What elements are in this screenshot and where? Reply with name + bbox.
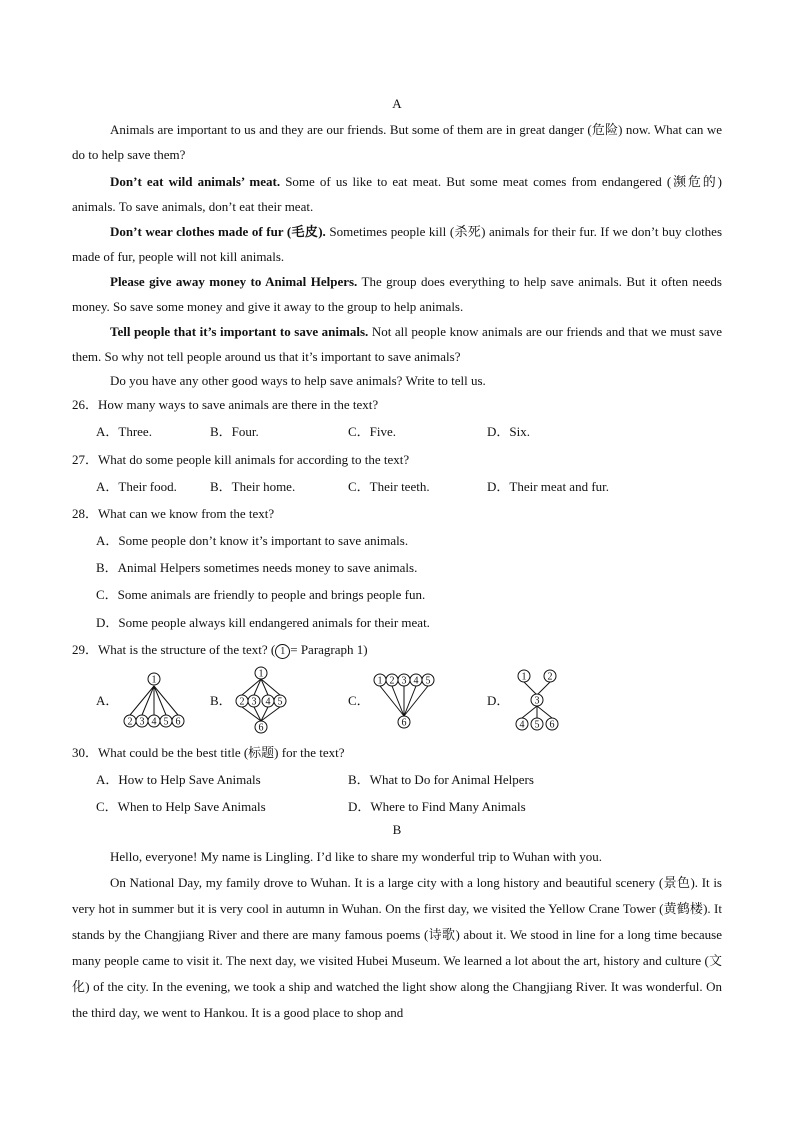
svg-text:5: 5: [163, 716, 169, 728]
q27-option-a[interactable]: A．Their food.: [96, 479, 177, 494]
q29-option-c-label[interactable]: C．: [348, 693, 370, 708]
section-b-paragraph-2: On National Day, my family drove to Wuhan. It is a large city with a long history and beautiful scenery (景色). It is very hot in summer but it is very cool in autumn in Wuhan. On the first day, we visited the Yellow Crane Tower (黄鹤楼). It stands by the Changjiang River and there are many famous poems (诗歌) about it. We stood in line for a long time because many people came to visit it. The next day, we visited Hubei Museum. We learned a lot about the art, history and culture (文化) of the city. In the evening, we took a ship and watched the light show along the Changjiang River. It was wonderful. On the third day, we went to Hankou. It is a good place to shop and: [72, 875, 722, 1020]
q27-option-b[interactable]: B．Their home.: [210, 479, 296, 494]
q26-option-d[interactable]: D．Six.: [487, 424, 530, 439]
tip-paragraph-1: [72, 169, 722, 219]
q29-option-a-label[interactable]: A．: [96, 693, 119, 708]
tip-paragraph-4: [72, 319, 722, 369]
svg-text:6: 6: [549, 719, 555, 731]
tip-text: Sometimes people kill (杀死) animals for their fur. If we don’t buy clothes made of fur, people will not kill animals.: [72, 224, 723, 264]
svg-text:2: 2: [239, 696, 245, 708]
svg-text:4: 4: [413, 675, 419, 687]
question-26-stem: 26．How many ways to save animals are there in the text?: [72, 397, 379, 412]
q28-option-c[interactable]: C．Some animals are friendly to people and brings people fun.: [96, 587, 426, 602]
svg-text:4: 4: [151, 716, 157, 728]
tip-paragraph-3: [72, 269, 722, 319]
q29-option-b-label[interactable]: B．: [210, 693, 232, 708]
svg-text:2: 2: [389, 675, 395, 687]
tip-text: Some of us like to eat meat. But some meat comes from endangered (濒危的) animals. To save animals, don’t eat their meat.: [72, 174, 722, 214]
svg-text:5: 5: [534, 719, 540, 731]
svg-text:1: 1: [521, 671, 527, 683]
svg-text:1: 1: [258, 668, 264, 680]
svg-text:4: 4: [519, 719, 525, 731]
section-a-heading: A: [392, 96, 402, 111]
svg-text:6: 6: [175, 716, 181, 728]
svg-text:4: 4: [265, 696, 271, 708]
paragraph-circle-icon: 1: [275, 644, 290, 659]
q28-option-b[interactable]: B．Animal Helpers sometimes needs money to save animals.: [96, 560, 418, 575]
q30-option-c[interactable]: C．When to Help Save Animals: [96, 799, 266, 814]
question-27-stem: 27．What do some people kill animals for according to the text?: [72, 452, 410, 467]
structure-diagram-d: [510, 668, 566, 732]
tip-title: Tell people that it’s important to save animals.: [110, 324, 369, 339]
svg-text:6: 6: [258, 722, 264, 734]
intro-paragraph: Animals are important to us and they are our friends. But some of them are in great danger (危险) now. What can we do to help save them?: [72, 122, 722, 162]
tip-title: Don’t eat wild animals’ meat.: [110, 174, 281, 189]
tip-text: Not all people know animals are our friends and that we must save them. So why not tell people around us that it’s important to save animals?: [72, 324, 722, 364]
svg-text:3: 3: [534, 695, 540, 707]
question-28-stem: 28．What can we know from the text?: [72, 506, 275, 521]
q28-option-a[interactable]: A．Some people don’t know it’s important to save animals.: [96, 533, 409, 548]
closing-paragraph: Do you have any other good ways to help save animals? Write to tell us.: [110, 373, 486, 388]
svg-text:3: 3: [139, 716, 145, 728]
q29-option-d-label[interactable]: D．: [487, 693, 510, 708]
q29-stem-post: = Paragraph 1): [290, 642, 368, 657]
question-30-stem: 30．What could be the best title (标题) for the text?: [72, 745, 345, 760]
svg-text:2: 2: [547, 671, 553, 683]
structure-diagram-b: [232, 665, 294, 735]
section-b-paragraph-1: Hello, everyone! My name is Lingling. I’d like to share my wonderful trip to Wuhan with you.: [110, 849, 603, 864]
q29-stem-pre: 29．What is the structure of the text? (: [72, 642, 276, 657]
svg-text:5: 5: [277, 696, 283, 708]
section-b-heading: B: [392, 822, 402, 837]
q26-option-c[interactable]: C．Five.: [348, 424, 397, 439]
structure-diagram-c: [372, 670, 436, 734]
question-29-stem: [72, 640, 722, 660]
svg-text:3: 3: [401, 675, 407, 687]
svg-text:1: 1: [151, 674, 157, 686]
svg-text:3: 3: [251, 696, 257, 708]
q26-option-a[interactable]: A．Three.: [96, 424, 152, 439]
svg-text:5: 5: [425, 675, 431, 687]
svg-text:2: 2: [127, 716, 133, 728]
q30-option-b[interactable]: B．What to Do for Animal Helpers: [348, 772, 534, 787]
q28-option-d[interactable]: D．Some people always kill endangered animals for their meat.: [96, 615, 430, 630]
q27-option-d[interactable]: D．Their meat and fur.: [487, 479, 610, 494]
svg-text:6: 6: [401, 717, 407, 729]
q30-option-d[interactable]: D．Where to Find Many Animals: [348, 799, 526, 814]
q27-option-c[interactable]: C．Their teeth.: [348, 479, 430, 494]
tip-title: Don’t wear clothes made of fur (毛皮).: [110, 224, 326, 239]
structure-diagram-a: [118, 670, 192, 730]
q26-option-b[interactable]: B．Four.: [210, 424, 259, 439]
tip-text: The group does everything to help save animals. But it often needs money. So save some money and give it away to the group to help animals.: [72, 274, 722, 314]
svg-text:1: 1: [377, 675, 383, 687]
tip-paragraph-2: [72, 219, 722, 269]
tip-title: Please give away money to Animal Helpers.: [110, 274, 358, 289]
q30-option-a[interactable]: A．How to Help Save Animals: [96, 772, 261, 787]
